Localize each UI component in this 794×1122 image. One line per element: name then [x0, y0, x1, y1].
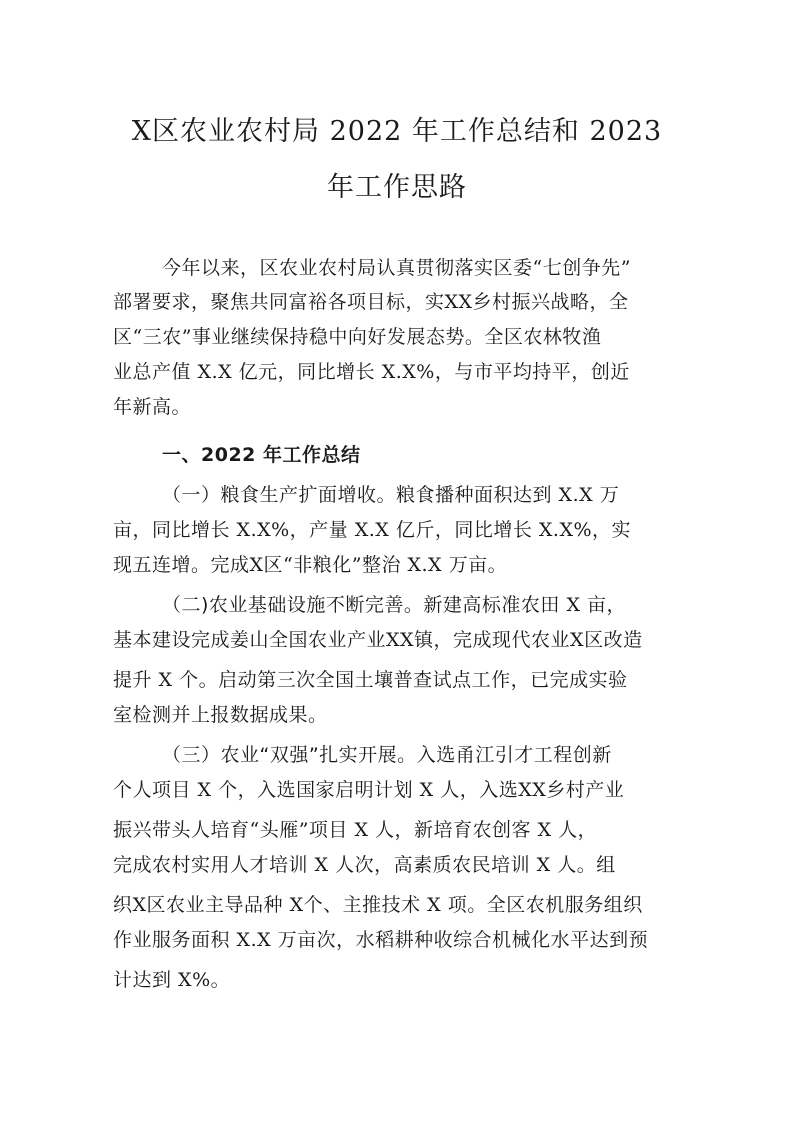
- item2-line-4: 室检测并上报数据成果。: [113, 704, 328, 726]
- document-title-line-2: 年工作思路: [327, 172, 467, 203]
- item3-line-5: 织X区农业主导品种 X个、主推技术 X 项。全区农机服务组织: [113, 894, 643, 916]
- item3-line-2: 个人项目 X 个，入选国家启明计划 X 人，入选XX乡村产业: [113, 779, 625, 801]
- item3-line-4: 完成农村实用人才培训 X 人次，高素质农民培训 X 人。组: [113, 854, 616, 876]
- item1-line-2: 亩，同比增长 X.X%，产量 X.X 亿斤，同比增长 X.X%，实: [113, 519, 632, 541]
- item1-lead: （一）粮食生产扩面增收。: [162, 484, 397, 506]
- item3-line-3: 振兴带头人培育“头雁”项目 X 人，新培育农创客 X 人，: [113, 819, 598, 841]
- item3-line-7: 计达到 X%。: [113, 969, 231, 991]
- document-title-line-1: X区农业农村局 2022 年工作总结和 2023: [131, 116, 663, 147]
- item1-line-3: 现五连增。完成X区“非粮化”整治 X.X 万亩。: [113, 554, 508, 576]
- intro-line-5: 年新高。: [113, 396, 192, 418]
- item2-line-2: 基本建设完成姜山全国农业产业XX镇，完成现代农业X区改造: [113, 629, 643, 651]
- intro-line-1: 今年以来，区农业农村局认真贯彻落实区委“七创争先”: [162, 257, 631, 279]
- item3-line-1: [162, 740, 612, 770]
- item2-text: 新建高标准农田 X 亩，: [423, 594, 627, 616]
- intro-line-4: 业总产值 X.X 亿元，同比增长 X.X%，与市平均持平，创近: [113, 361, 630, 383]
- item2-lead: （二)农业基础设施不断完善。: [162, 594, 424, 616]
- item3-text: 入选甬江引才工程创新: [416, 744, 612, 766]
- item3-line-6: 作业服务面积 X.X 万亩次，水稻耕种收综合机械化水平达到预: [113, 929, 649, 951]
- intro-line-3: 区“三农”事业继续保持稳中向好发展态势。全区农林牧渔: [113, 326, 602, 348]
- item1-text: 粮食播种面积达到 X.X 万: [396, 484, 620, 506]
- item1-line-1: [162, 480, 619, 510]
- item2-line-1: [162, 590, 626, 620]
- section-heading: 一、2022 年工作总结: [162, 444, 361, 466]
- item3-lead: （三）农业“双强”扎实开展。: [162, 744, 417, 766]
- item2-line-3: 提升 X 个。启动第三次全国土壤普查试点工作，已完成实验: [113, 669, 628, 691]
- intro-line-2: 部署要求，聚焦共同富裕各项目标，实XX乡村振兴战略，全: [113, 291, 629, 313]
